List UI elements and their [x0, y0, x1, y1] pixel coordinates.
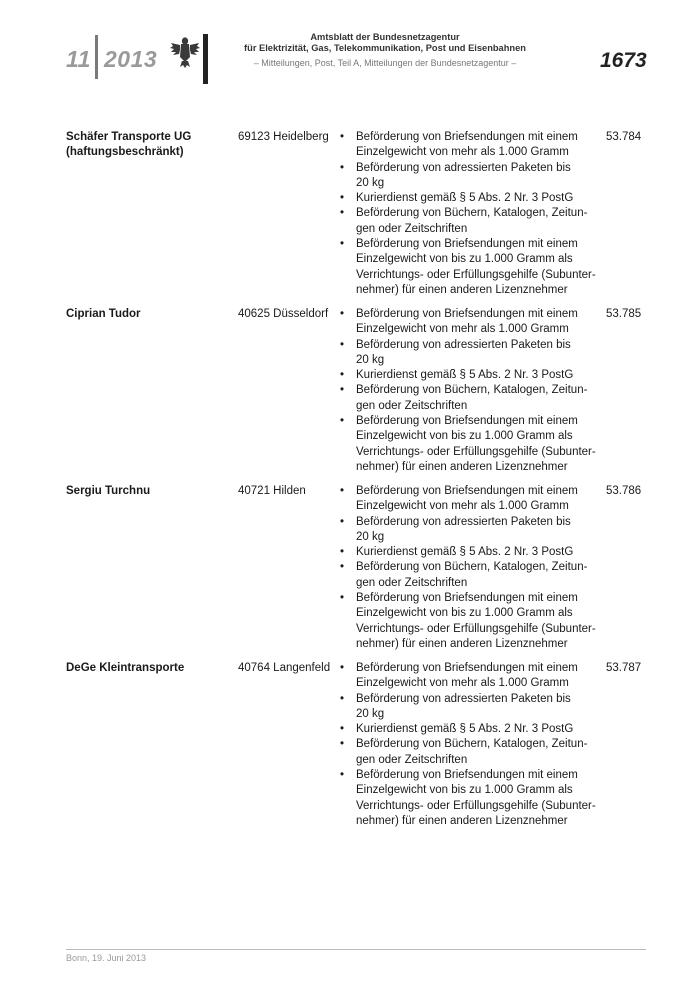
service-item: • Beförderung von Briefsendungen mit einem Einzelgewicht von mehr als 1.000 Gramm	[340, 661, 602, 692]
service-list	[340, 307, 602, 475]
service-item: • Beförderung von adressierten Paketen bis 20 kg	[340, 515, 602, 546]
service-item: • Kurierdienst gemäß § 5 Abs. 2 Nr. 3 PostG	[340, 191, 602, 206]
company-location: 40625 Düsseldorf	[238, 308, 329, 320]
agency-line-2: für Elektrizität, Gas, Telekommunikation, Post und Eisenbahnen	[244, 43, 526, 53]
service-item: • Beförderung von adressierten Paketen bis 20 kg	[340, 161, 602, 192]
service-item: • Beförderung von Büchern, Katalogen, Zeitun- gen oder Zeitschriften	[340, 383, 602, 414]
service-item: • Beförderung von Büchern, Katalogen, Zeitun- gen oder Zeitschriften	[340, 737, 602, 768]
agency-line-1: Amtsblatt der Bundesnetzagentur	[310, 32, 460, 42]
agency-title	[225, 32, 545, 54]
service-item: • Beförderung von Büchern, Katalogen, Zeitun- gen oder Zeitschriften	[340, 206, 602, 237]
company-location: 69123 Heidelberg	[238, 131, 329, 143]
service-item: • Beförderung von adressierten Paketen bis 20 kg	[340, 692, 602, 723]
service-item: • Beförderung von Briefsendungen mit einem Einzelgewicht von bis zu 1.000 Gramm als Verrichtungs- oder Erfüllungsgehilfe (Subunter- nehmer) für einen anderen Lizenznehmer	[340, 768, 602, 829]
service-item: • Beförderung von Briefsendungen mit einem Einzelgewicht von bis zu 1.000 Gramm als Verrichtungs- oder Erfüllungsgehilfe (Subunter- nehmer) für einen anderen Lizenznehmer	[340, 414, 602, 475]
company-name: Sergiu Turchnu	[66, 485, 151, 497]
service-item: • Beförderung von Briefsendungen mit einem Einzelgewicht von bis zu 1.000 Gramm als Verrichtungs- oder Erfüllungsgehilfe (Subunter- nehmer) für einen anderen Lizenznehmer	[340, 237, 602, 298]
issue-number: 11	[66, 46, 91, 72]
service-item: • Beförderung von Büchern, Katalogen, Zeitun- gen oder Zeitschriften	[340, 560, 602, 591]
service-list	[340, 661, 602, 829]
service-item: • Kurierdienst gemäß § 5 Abs. 2 Nr. 3 PostG	[340, 545, 602, 560]
license-number: 53.784	[606, 131, 642, 143]
company-location: 40764 Langenfeld	[238, 662, 331, 674]
issue-year: 2013	[104, 46, 158, 72]
license-number: 53.787	[606, 662, 642, 674]
license-number: 53.786	[606, 485, 642, 497]
service-item: • Beförderung von Briefsendungen mit einem Einzelgewicht von bis zu 1.000 Gramm als Verrichtungs- oder Erfüllungsgehilfe (Subunter- nehmer) für einen anderen Lizenznehmer	[340, 591, 602, 652]
header-divider	[95, 35, 98, 79]
company-name: DeGe Kleintransporte	[66, 662, 185, 674]
service-item: • Beförderung von adressierten Paketen bis 20 kg	[340, 338, 602, 369]
service-item: • Beförderung von Briefsendungen mit einem Einzelgewicht von mehr als 1.000 Gramm	[340, 130, 602, 161]
footer-rule	[66, 949, 646, 950]
page-number: 1673	[600, 49, 647, 72]
flag-bar	[203, 34, 208, 84]
service-list	[340, 484, 602, 652]
service-item: • Beförderung von Briefsendungen mit einem Einzelgewicht von mehr als 1.000 Gramm	[340, 307, 602, 338]
service-item: • Beförderung von Briefsendungen mit einem Einzelgewicht von mehr als 1.000 Gramm	[340, 484, 602, 515]
footer-place-date: Bonn, 19. Juni 2013	[66, 953, 147, 963]
license-number: 53.785	[606, 308, 642, 320]
service-list	[340, 130, 602, 298]
service-item: • Kurierdienst gemäß § 5 Abs. 2 Nr. 3 PostG	[340, 368, 602, 383]
company-location: 40721 Hilden	[238, 485, 306, 497]
federal-eagle-icon	[170, 35, 200, 69]
company-name: Ciprian Tudor	[66, 308, 141, 320]
header-subtitle: – Mitteilungen, Post, Teil A, Mitteilungen der Bundesnetzagentur –	[253, 58, 517, 68]
company-name: Schäfer Transporte UG (haftungsbeschränkt)	[66, 131, 192, 159]
service-item: • Kurierdienst gemäß § 5 Abs. 2 Nr. 3 PostG	[340, 722, 602, 737]
